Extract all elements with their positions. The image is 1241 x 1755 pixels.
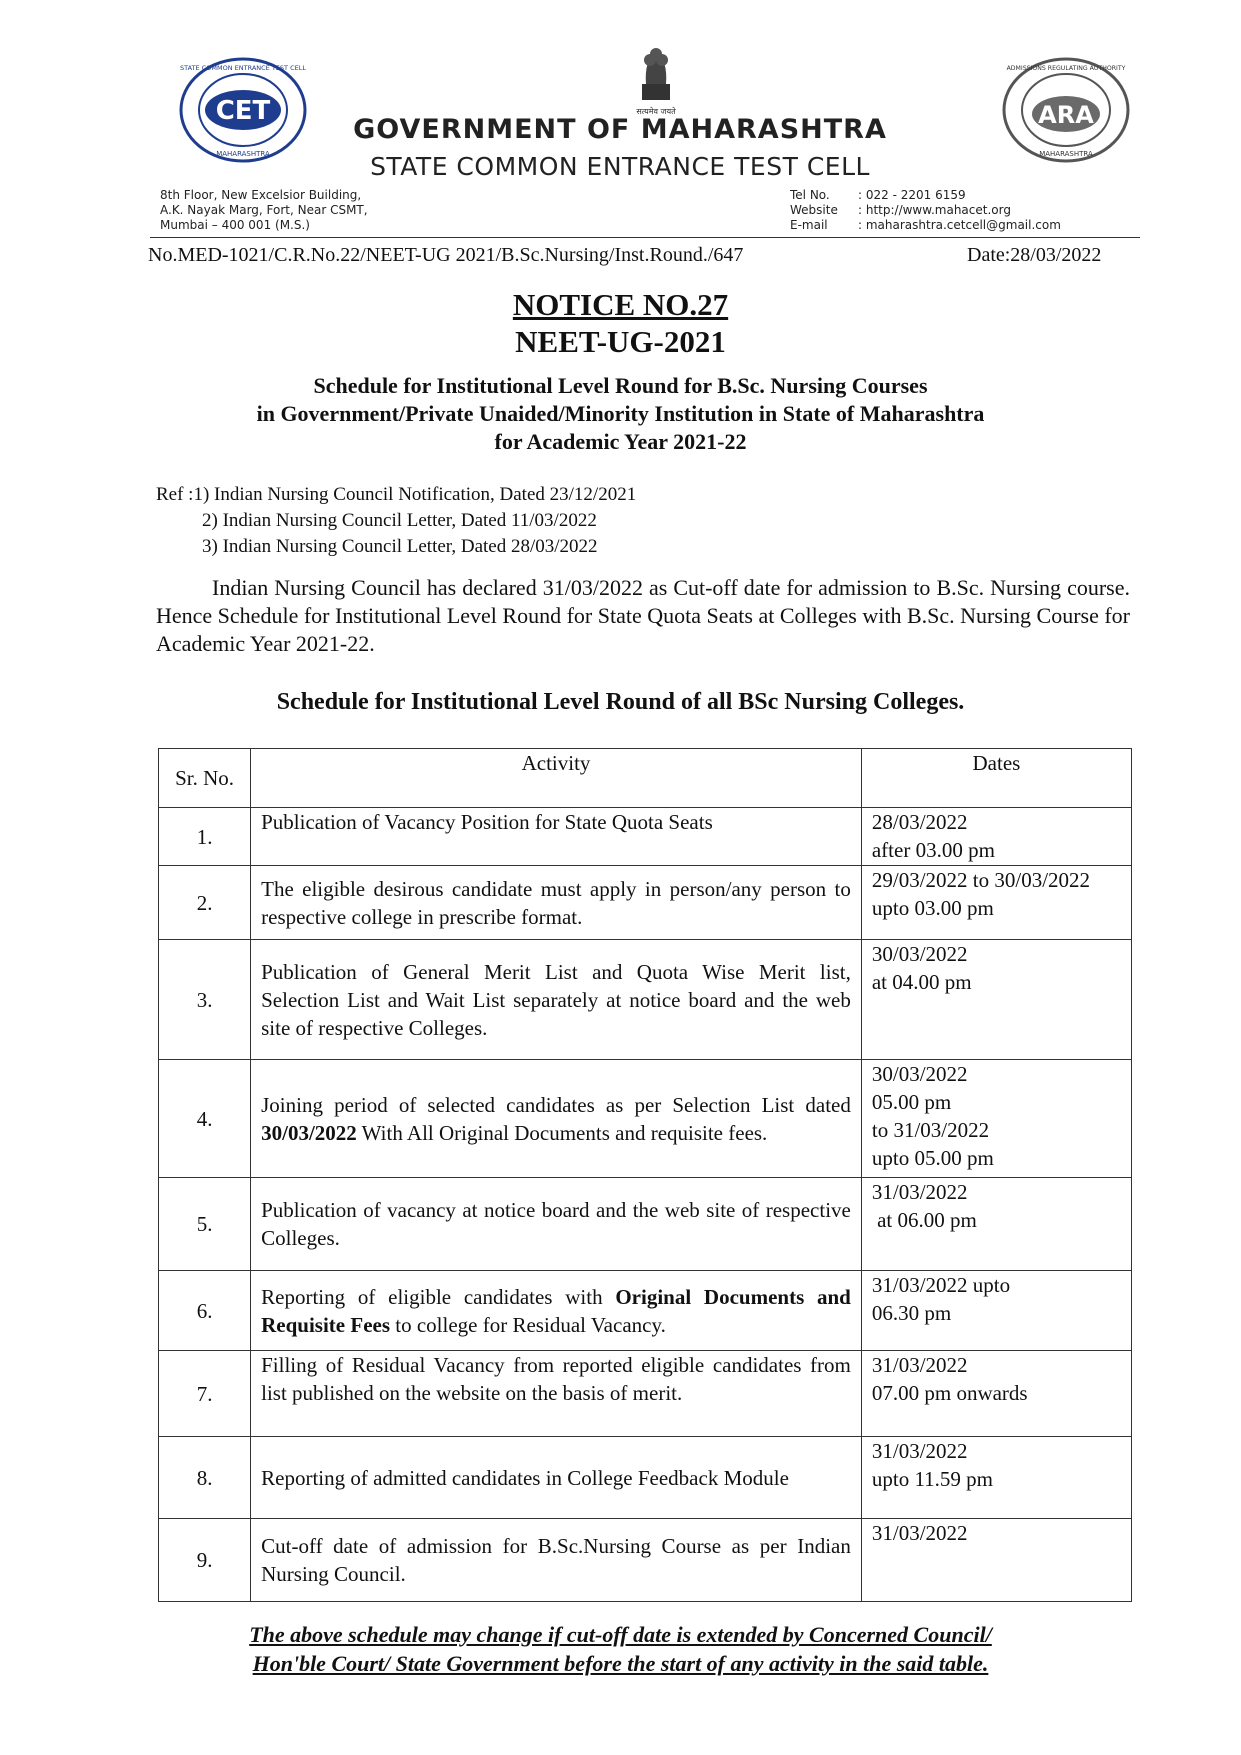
cell-title: STATE COMMON ENTRANCE TEST CELL [370, 152, 870, 181]
address-line: 8th Floor, New Excelsior Building, [160, 188, 362, 202]
row-sr: 7. [159, 1351, 251, 1437]
table-row [159, 808, 1132, 866]
subtitle-line: Schedule for Institutional Level Round for B.Sc. Nursing Courses [313, 373, 928, 398]
activity-text: Publication of vacancy at notice board and the web site of respective Colleges. [261, 1198, 851, 1250]
ara-logo-ring-text: ADMISSIONS REGULATING AUTHORITY [1006, 65, 1126, 72]
activity-bold-text: 30/03/2022 [261, 1120, 357, 1145]
ara-logo-bottom-text: MAHARASHTRA [1039, 150, 1093, 158]
row-sr: 4. [159, 1060, 251, 1178]
cet-logo-text: CET [215, 96, 271, 126]
row-dates [861, 1351, 1131, 1437]
date-line: upto 05.00 pm [871, 1146, 994, 1170]
date-line: 28/03/2022 [871, 810, 968, 834]
row-dates [861, 808, 1131, 866]
activity-text: Publication of General Merit List and Quota Wise Merit list, Selection List and Wait List separately at notice board and the web site of respective Colleges. [261, 959, 851, 1040]
activity-text: With All Original Documents and requisite fees. [356, 1120, 768, 1145]
activity-text: to college for Residual Vacancy. [390, 1312, 666, 1337]
row-dates [861, 1060, 1131, 1178]
table-header-row [159, 749, 1132, 808]
date-line: 31/03/2022 [871, 1353, 968, 1377]
row-dates [861, 866, 1131, 940]
notice-number [0, 287, 1241, 323]
row-dates [861, 1271, 1131, 1351]
date-line: upto 03.00 pm [871, 896, 994, 920]
row-activity [251, 1060, 862, 1178]
row-sr: 5. [159, 1178, 251, 1271]
reference-item: 2) Indian Nursing Council Letter, Dated 11/03/2022 [202, 510, 597, 531]
row-dates [861, 940, 1131, 1060]
row-activity [251, 1271, 862, 1351]
row-sr: 8. [159, 1437, 251, 1519]
row-activity [251, 940, 862, 1060]
row-activity [251, 866, 862, 940]
contact-details [790, 188, 1061, 233]
row-activity [251, 1351, 862, 1437]
notice-number-text: NOTICE NO.27 [512, 287, 729, 322]
address-line: A.K. Nayak Marg, Fort, Near CSMT, [160, 203, 368, 217]
reference-number: No.MED-1021/C.R.No.22/NEET-UG 2021/B.Sc.Nursing/Inst.Round./647 [148, 244, 744, 266]
date-line: 05.00 pm [871, 1090, 952, 1114]
date-line: at 04.00 pm [871, 970, 972, 994]
activity-text: Joining period of selected candidates as per Selection List dated [261, 1092, 851, 1117]
date-line: upto 11.59 pm [871, 1467, 993, 1491]
references [156, 482, 636, 560]
date-line: 06.30 pm [871, 1301, 952, 1325]
date-line: after 03.00 pm [871, 838, 995, 862]
table-row [159, 940, 1132, 1060]
date-line: at 06.00 pm [871, 1208, 977, 1232]
table-row [159, 1271, 1132, 1351]
date-line: to 31/03/2022 [871, 1118, 990, 1142]
row-sr: 3. [159, 940, 251, 1060]
table-row [159, 1437, 1132, 1519]
ara-logo-text: ARA [1038, 101, 1094, 129]
notice-date: Date:28/03/2022 [967, 244, 1102, 266]
website-label: Website [790, 203, 838, 217]
address-line: Mumbai – 400 001 (M.S.) [160, 218, 310, 232]
tel-value: : 022 - 2201 6159 [858, 188, 966, 202]
activity-text: Reporting of eligible candidates with [261, 1284, 616, 1309]
body-paragraph [156, 574, 1130, 658]
footnote-line: The above schedule may change if cut-off date is extended by Concerned Council/ [249, 1622, 992, 1647]
table-row [159, 866, 1132, 940]
activity-text: Filling of Residual Vacancy from reported eligible candidates from list published on the website on the basis of merit. [261, 1353, 851, 1405]
date-line: 31/03/2022 [871, 1521, 968, 1545]
schedule-table [158, 748, 1132, 1602]
row-sr: 2. [159, 866, 251, 940]
email-value: : maharashtra.cetcell@gmail.com [858, 218, 1061, 232]
email-label: E-mail [790, 218, 828, 232]
emblem-caption: सत्यमेव जयते [636, 107, 676, 116]
activity-text: The eligible desirous candidate must apply in person/any person to respective college in prescribe format. [261, 876, 851, 929]
reference-item: Ref :1) Indian Nursing Council Notification, Dated 23/12/2021 [156, 484, 637, 505]
table-row [159, 1351, 1132, 1437]
ara-logo [1000, 56, 1132, 164]
row-activity [251, 1437, 862, 1519]
government-title: GOVERNMENT OF MAHARASHTRA [353, 114, 887, 145]
cet-logo [178, 56, 308, 164]
date-line: 31/03/2022 upto [871, 1273, 1011, 1297]
tel-label: Tel No. [790, 188, 830, 202]
row-activity [251, 1519, 862, 1602]
table-row [159, 1060, 1132, 1178]
schedule-title: Schedule for Institutional Level Round of all BSc Nursing Colleges. [276, 689, 965, 715]
header-activity: Activity [251, 749, 862, 808]
activity-bold-text: Original Documents and Requisite Fees [261, 1284, 851, 1337]
row-sr: 1. [159, 808, 251, 866]
subtitle-line: for Academic Year 2021-22 [494, 429, 747, 454]
footnote [0, 1620, 1241, 1678]
row-sr: 6. [159, 1271, 251, 1351]
paragraph-text: Indian Nursing Council has declared 31/03/2022 as Cut-off date for admission to B.Sc. Nursing course. Hence Schedule for Institutional Level Round for State Quota Seats at Colleges with B.Sc. Nursing Course for Academic Year 2021-22. [156, 575, 1130, 656]
table-row [159, 1178, 1132, 1271]
table-row [159, 1519, 1132, 1602]
activity-text: Cut-off date of admission for B.Sc.Nursing Course as per Indian Nursing Council. [261, 1534, 851, 1586]
cet-logo-bottom-text: MAHARASHTRA [216, 150, 270, 158]
row-dates [861, 1437, 1131, 1519]
header-sr-no: Sr. No. [159, 749, 251, 808]
cet-logo-ring-text: STATE COMMON ENTRANCE TEST CELL [180, 64, 306, 72]
date-line: 29/03/2022 to 30/03/2022 [871, 868, 1091, 892]
date-line: 07.00 pm onwards [871, 1381, 1028, 1405]
row-activity [251, 808, 862, 866]
notice-subtitle [0, 372, 1241, 456]
row-dates [861, 1178, 1131, 1271]
footnote-line: Hon'ble Court/ State Government before the start of any activity in the said table. [252, 1651, 989, 1676]
office-address [160, 188, 368, 233]
row-dates [861, 1519, 1131, 1602]
reference-item: 3) Indian Nursing Council Letter, Dated 28/03/2022 [202, 536, 598, 557]
exam-title: NEET-UG-2021 [515, 324, 726, 359]
website-value: : http://www.mahacet.org [858, 203, 1011, 217]
row-sr: 9. [159, 1519, 251, 1602]
date-line: 30/03/2022 [871, 1062, 968, 1086]
activity-text: Publication of Vacancy Position for State Quota Seats [261, 810, 713, 834]
subtitle-line: in Government/Private Unaided/Minority Institution in State of Maharashtra [256, 401, 985, 426]
date-line: 30/03/2022 [871, 942, 968, 966]
date-line: 31/03/2022 [871, 1439, 968, 1463]
row-activity [251, 1178, 862, 1271]
national-emblem [628, 42, 684, 120]
header-dates: Dates [861, 749, 1131, 808]
activity-text: Reporting of admitted candidates in College Feedback Module [261, 1465, 789, 1490]
date-line: 31/03/2022 [871, 1180, 968, 1204]
header-divider [150, 237, 1140, 238]
